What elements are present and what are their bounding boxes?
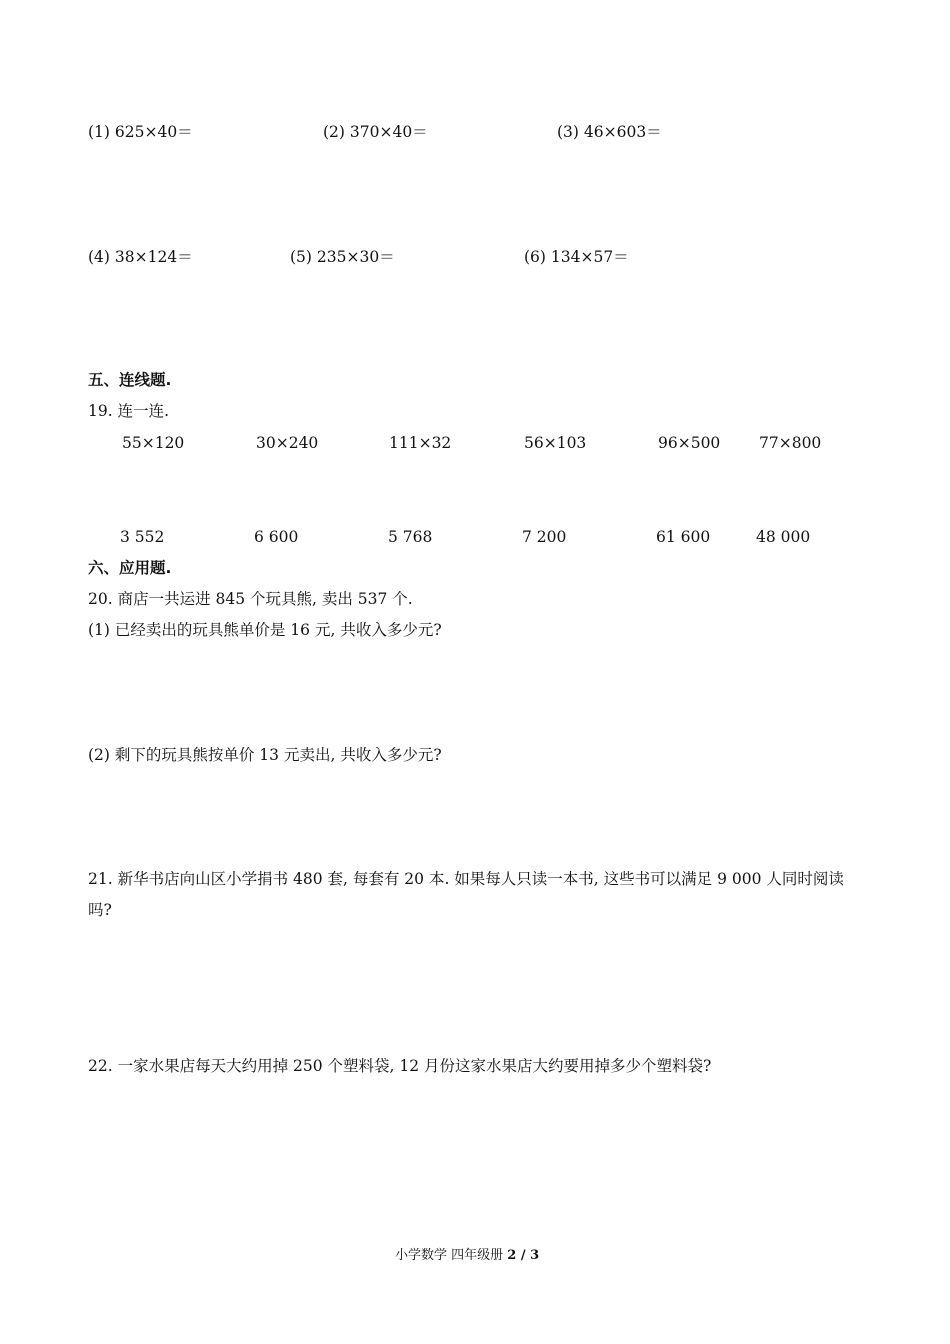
question-20-part-1: (1) 已经卖出的玩具熊单价是 16 元, 共收入多少元? <box>88 621 442 639</box>
calc-problem-5: (5) 235×30＝ <box>290 248 395 266</box>
match-result: 5 768 <box>388 528 433 546</box>
question-21-line-1: 21. 新华书店向山区小学捐书 480 套, 每套有 20 本. 如果每人只读一本书, 这些书可以满足 9 000 人同时阅读 <box>88 870 844 888</box>
calc-problem-1: (1) 625×40＝ <box>88 123 193 141</box>
page-footer <box>395 1246 539 1266</box>
question-22: 22. 一家水果店每天大约用掉 250 个塑料袋, 12 月份这家水果店大约要用掉多少个塑料袋? <box>88 1057 712 1075</box>
calc-problem-6: (6) 134×57＝ <box>524 248 629 266</box>
match-result: 61 600 <box>656 528 711 546</box>
match-expression: 55×120 <box>122 434 185 452</box>
match-result: 7 200 <box>522 528 567 546</box>
footer-label: 小学数学 四年级册 <box>395 1248 504 1263</box>
calc-problem-3: (3) 46×603＝ <box>557 123 662 141</box>
calc-problem-2: (2) 370×40＝ <box>323 123 428 141</box>
section-heading-matching: 五、连线题. <box>88 371 172 389</box>
section-heading-application: 六、应用题. <box>88 559 172 577</box>
match-result: 48 000 <box>756 528 811 546</box>
match-result: 6 600 <box>254 528 299 546</box>
match-result: 3 552 <box>120 528 165 546</box>
match-expression: 96×500 <box>658 434 721 452</box>
page-number: 2 / 3 <box>507 1248 540 1263</box>
question-20-part-2: (2) 剩下的玩具熊按单价 13 元卖出, 共收入多少元? <box>88 746 442 764</box>
match-expression: 77×800 <box>759 434 822 452</box>
question-19: 19. 连一连. <box>88 402 170 420</box>
question-20: 20. 商店一共运进 845 个玩具熊, 卖出 537 个. <box>88 590 413 608</box>
calc-problem-4: (4) 38×124＝ <box>88 248 193 266</box>
match-expression: 56×103 <box>524 434 587 452</box>
match-expression: 30×240 <box>256 434 319 452</box>
question-21-line-2: 吗? <box>88 901 112 919</box>
match-expression: 111×32 <box>389 434 452 452</box>
